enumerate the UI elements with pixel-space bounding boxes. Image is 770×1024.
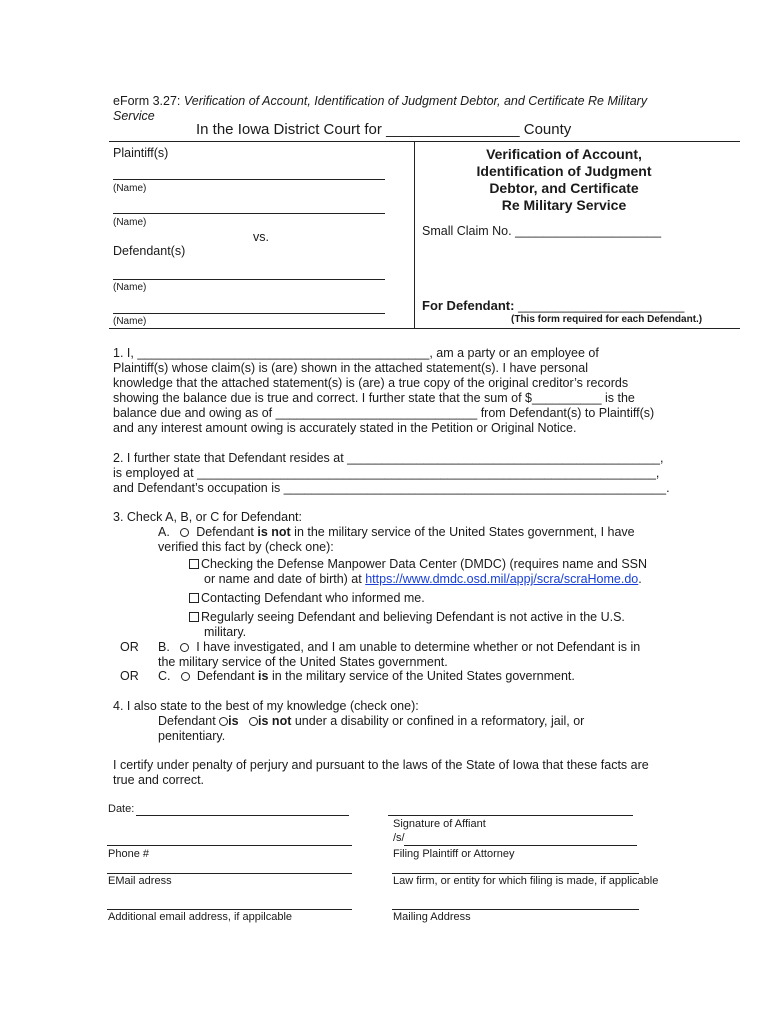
or-label: OR: [120, 669, 139, 683]
small-claim-number: Small Claim No. _____________________: [422, 224, 662, 238]
caption-top-rule: [109, 141, 740, 142]
para1-line6: and any interest amount owing is accurately stated in the Petition or Original Notice.: [113, 421, 577, 435]
option-a-line1: A. Defendant is not in the military service of the United States government, I have: [158, 525, 635, 539]
dmdc-link[interactable]: https://www.dmdc.osd.mil/appj/scra/scraHome.do: [365, 572, 639, 586]
defendants-label: Defendant(s): [113, 244, 186, 258]
for-defendant-field[interactable]: _______________________: [518, 298, 685, 313]
para2-line1: 2. I further state that Defendant resides at _____________________________________________,: [113, 451, 664, 465]
signature-field[interactable]: [388, 815, 633, 816]
defendant-residence-field[interactable]: _____________________________________________: [347, 451, 661, 465]
contacting-checkbox[interactable]: [189, 593, 199, 603]
para1-line2: Plaintiff(s) whose claim(s) is (are) shown in the attached statement(s). I have personal: [113, 361, 588, 375]
para1-line3: knowledge that the attached statement(s) is (are) a true copy of the original creditor’s records: [113, 376, 629, 390]
document-title: Verification of Account, Identification of Judgment Debtor, and Certificate Re Military Service: [476, 146, 652, 213]
phone-field[interactable]: [107, 845, 352, 846]
name-label: (Name): [113, 316, 147, 327]
option-a3-line1: Regularly seeing Defendant and believing Defendant is not active in the U.S.: [189, 610, 625, 624]
law-firm-label: Law firm, or entity for which filing is made, if applicable: [393, 875, 659, 887]
is-radio[interactable]: [219, 717, 228, 726]
defendant-name-field-2[interactable]: [113, 313, 385, 314]
date-field[interactable]: [136, 815, 349, 816]
sum-field[interactable]: __________: [532, 391, 602, 405]
defendant-name-field-1[interactable]: [113, 279, 385, 280]
para1-line4: showing the balance due is true and correct. I further state that the sum of $__________ is the: [113, 391, 635, 405]
option-b-radio[interactable]: [180, 643, 189, 652]
for-defendant-note: (This form required for each Defendant.): [511, 314, 703, 325]
vs-label: vs.: [253, 230, 269, 244]
regularly-seeing-checkbox[interactable]: [189, 612, 199, 622]
name-label: (Name): [113, 183, 147, 194]
date-label: Date:: [108, 803, 135, 815]
option-a-radio[interactable]: [180, 528, 189, 537]
plaintiff-name-field-1[interactable]: [113, 179, 385, 180]
defendant-employer-field[interactable]: __________________________________________________________________: [197, 466, 656, 480]
option-a2: Contacting Defendant who informed me.: [189, 591, 425, 605]
court-heading: In the Iowa District Court for ________________ County: [196, 121, 572, 138]
option-c-radio[interactable]: [181, 672, 190, 681]
option-b-line1: B. I have investigated, and I am unable to determine whether or not Defendant is in: [158, 640, 641, 654]
or-label: OR: [120, 640, 139, 654]
s-signature-field[interactable]: [404, 845, 637, 846]
plaintiffs-label: Plaintiff(s): [113, 146, 169, 160]
para4-line2: penitentiary.: [158, 729, 226, 743]
s-label: /s/: [393, 832, 405, 844]
eform-title-line2: Service: [113, 109, 155, 123]
caption-divider: [414, 141, 415, 328]
option-a-line2: verified this fact by (check one):: [158, 540, 334, 554]
para1-line1: 1. I, __________________________________________, am a party or an employee of: [113, 346, 599, 360]
signature-of-affiant-label: Signature of Affiant: [393, 818, 486, 830]
name-label: (Name): [113, 282, 147, 293]
option-c: C. Defendant is in the military service of the United States government.: [158, 669, 575, 683]
option-a3-line2: military.: [204, 625, 247, 639]
email-field[interactable]: [107, 873, 352, 874]
certify-line1: I certify under penalty of perjury and pursuant to the laws of the State of Iowa that these facts are: [113, 758, 649, 772]
is-not-radio[interactable]: [249, 717, 258, 726]
para3-intro: 3. Check A, B, or C for Defendant:: [113, 510, 302, 524]
option-b-line2: the military service of the United States government.: [158, 655, 448, 669]
county-field[interactable]: ________________: [386, 121, 520, 138]
phone-label: Phone #: [108, 848, 149, 860]
para4-line1: Defendant is is not under a disability or confined in a reformatory, jail, or: [158, 714, 585, 728]
affiant-name-field[interactable]: __________________________________________: [137, 346, 430, 360]
para2-line2: is employed at __________________________________________________________________,: [113, 466, 660, 480]
additional-email-label: Additional email address, if appilcable: [108, 911, 293, 923]
law-firm-field[interactable]: [392, 873, 639, 874]
plaintiff-name-field-2[interactable]: [113, 213, 385, 214]
para2-line3: and Defendant’s occupation is _______________________________________________________.: [113, 481, 670, 495]
certify-line2: true and correct.: [113, 773, 205, 787]
dmdc-checkbox[interactable]: [189, 559, 199, 569]
small-claim-field[interactable]: _____________________: [515, 224, 662, 238]
option-a1-line2: or name and date of birth) at https://www.dmdc.osd.mil/appj/scra/scraHome.do.: [204, 572, 642, 586]
eform-title-line1: eForm 3.27: Verification of Account, Identification of Judgment Debtor, and Certificate Re Military: [113, 94, 648, 108]
caption-bottom-rule: [109, 328, 740, 329]
filing-label: Filing Plaintiff or Attorney: [393, 848, 515, 860]
email-label: EMail adress: [108, 875, 172, 887]
mailing-address-field[interactable]: [392, 909, 639, 910]
mailing-address-label: Mailing Address: [393, 911, 471, 923]
as-of-date-field[interactable]: _____________________________: [275, 406, 478, 420]
option-a1-line1: Checking the Defense Manpower Data Center (DMDC) (requires name and SSN: [189, 557, 647, 571]
additional-email-field[interactable]: [107, 909, 352, 910]
para4-intro: 4. I also state to the best of my knowledge (check one):: [113, 699, 419, 713]
defendant-occupation-field[interactable]: _______________________________________________________: [283, 481, 667, 495]
for-defendant: For Defendant: _______________________: [422, 298, 685, 313]
name-label: (Name): [113, 217, 147, 228]
para1-line5: balance due and owing as of _____________________________ from Defendant(s) to Plaintiff(s): [113, 406, 655, 420]
